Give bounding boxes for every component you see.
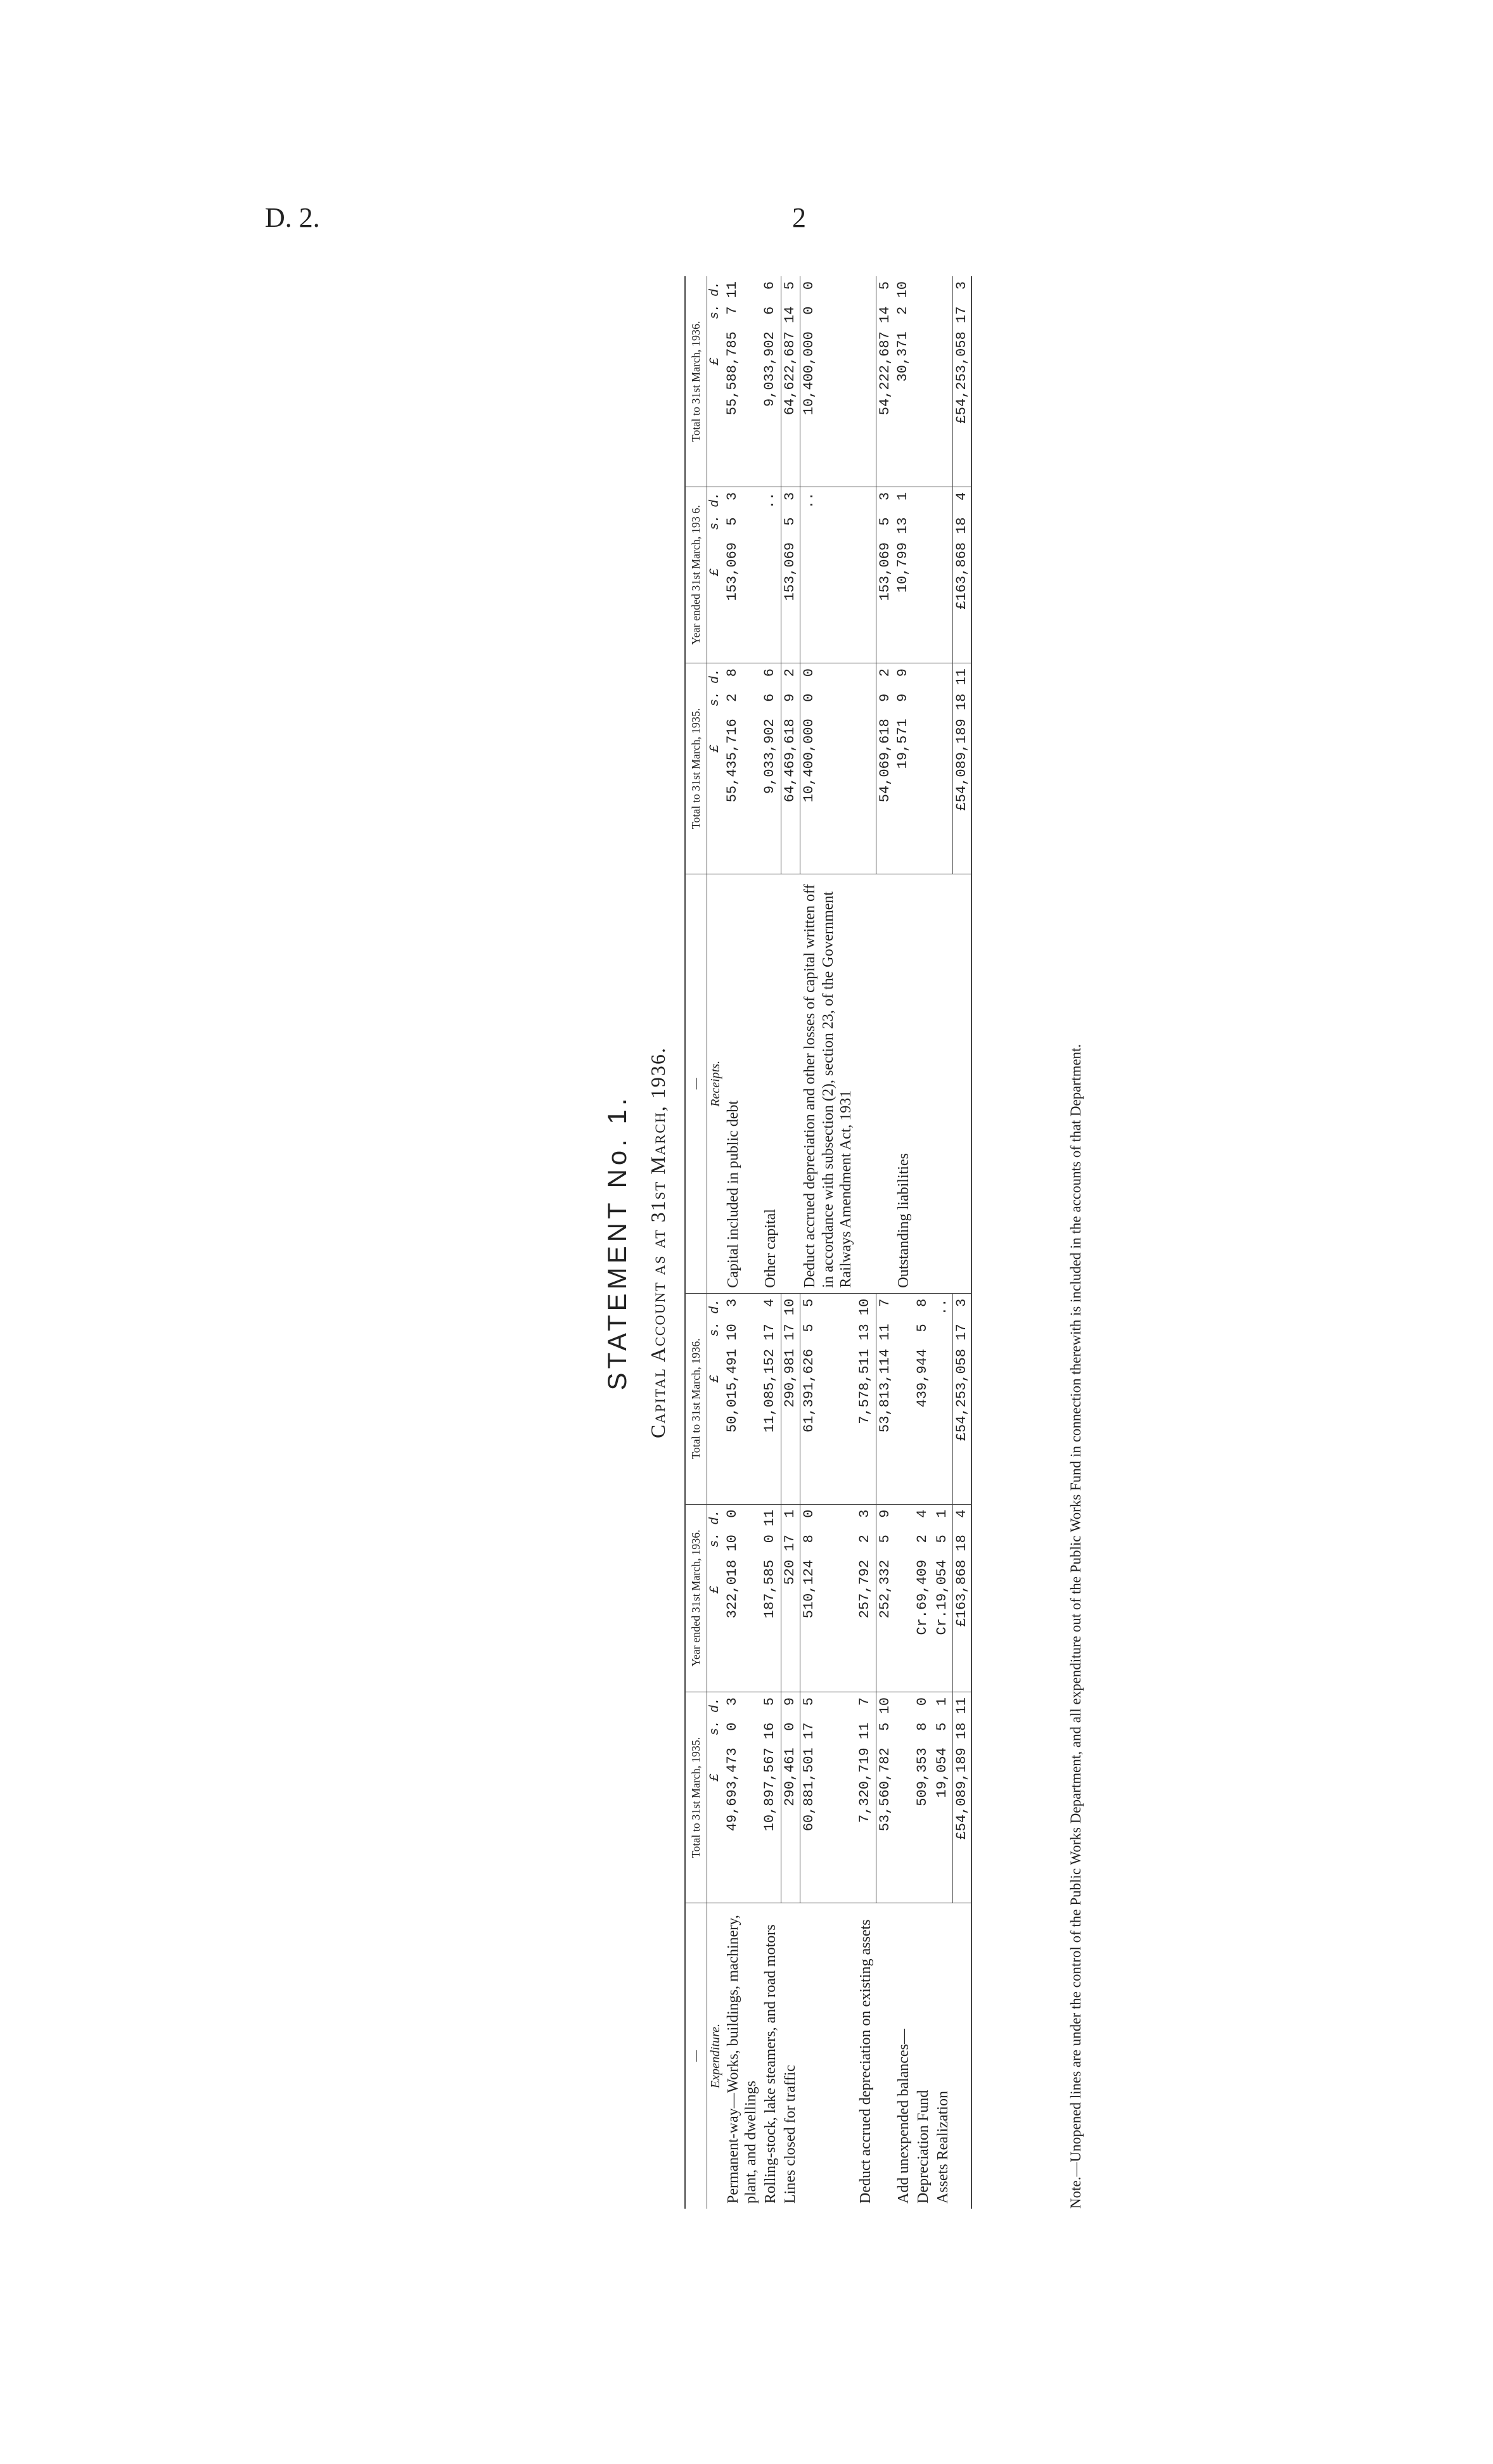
row-left-1935: 10,897,567 16 5 [761, 1692, 781, 1903]
row-right-year: 153,069 5 3 [876, 487, 894, 663]
header-right-year: Year ended 31st March, 193 6. [685, 487, 707, 663]
row-right-1935: 55,435,716 2 8 [724, 663, 762, 874]
row-right-year: .. [800, 487, 856, 663]
totals-row [952, 276, 971, 2209]
capital-account-title: Capital Account as at 31st March, 1936. [646, 1047, 669, 1438]
unit-shilling: s. [707, 304, 722, 320]
row-left-year: Cr.19,054 5 1 [933, 1504, 953, 1692]
row-left-year: 257,792 2 3 [856, 1504, 876, 1692]
header-right-1936: Total to 31st March, 1936. [685, 276, 707, 487]
row-desc-left: Assets Realization [933, 1903, 953, 2209]
row-right-1936 [856, 276, 876, 487]
row-right-year [933, 487, 953, 663]
row-desc-right [914, 874, 933, 1293]
row-desc-left: Deduct accrued depreciation on existing assets [856, 1903, 876, 2209]
row-left-year [894, 1504, 914, 1692]
row-left-1936: 11,085,152 17 4 [761, 1293, 781, 1504]
total-right-1935: £54,089,189 18 11 [952, 663, 971, 874]
row-right-year: 10,799 13 1 [894, 487, 914, 663]
total-right-year: £163,868 18 4 [952, 487, 971, 663]
rotated-statement [602, 276, 1096, 2209]
receipts-heading: Receipts. [707, 874, 724, 1293]
row-left-1936: 50,015,491 10 3 [724, 1293, 762, 1504]
total-right-1936: £54,253,058 17 3 [952, 276, 971, 487]
table-row [724, 276, 762, 2209]
expenditure-heading: Expenditure. [707, 1903, 724, 2209]
row-right-1936: 10,400,000 0 0 [800, 276, 856, 487]
row-desc-left: Rolling-stock, lake steamers, and road motors [761, 1903, 781, 2209]
total-left-1935: £54,089,189 18 11 [952, 1692, 971, 1903]
header-left-year: Year ended 31st March, 1936. [685, 1504, 707, 1692]
row-right-1935: 54,069,618 9 2 [876, 663, 894, 874]
unit-pence: d. [707, 1697, 722, 1713]
table-header-row [685, 276, 707, 2209]
row-left-year: 322,018 10 0 [724, 1504, 762, 1692]
row-left-1936: 290,981 17 10 [781, 1293, 800, 1504]
unit-pound: £ [707, 568, 722, 576]
row-left-1936: 439,944 5 8 [914, 1293, 933, 1504]
row-right-1935 [933, 663, 953, 874]
footnote: Note.—Unopened lines are under the control of the Public Works Department, and all expenditure out of the Public Works Fund in connection therewith is included in the accounts of that Department. [1068, 1044, 1084, 2209]
unit-cell [707, 1692, 724, 1903]
unit-shilling: s. [707, 1720, 722, 1736]
unit-cell [707, 487, 724, 663]
row-left-year: Cr.69,409 2 4 [914, 1504, 933, 1692]
unit-pound: £ [707, 744, 722, 753]
row-desc-left: Depreciation Fund [914, 1903, 933, 2209]
row-desc-right: Deduct accrued depreciation and other losses of capital written off in accordance with subsection (2), section 23, of the Government Railways Amendment Act, 1931 [800, 874, 856, 1293]
unit-shilling: s. [707, 691, 722, 707]
unit-pound: £ [707, 1585, 722, 1593]
capital-account-table [684, 276, 972, 2209]
row-right-1935: 64,469,618 9 2 [781, 663, 800, 874]
row-desc-right: Other capital [761, 874, 781, 1293]
unit-shilling: s. [707, 514, 722, 530]
unit-cell [707, 1504, 724, 1692]
page-reference: D. 2. [265, 202, 320, 233]
table-row [856, 276, 876, 2209]
page-number: 2 [792, 202, 806, 233]
statement-title: STATEMENT No. 1. [602, 1094, 632, 1391]
row-right-1936: 55,588,785 7 11 [724, 281, 740, 416]
row-desc-left [800, 1903, 856, 2209]
row-right-1935 [856, 663, 876, 874]
row-right-1935 [914, 663, 933, 874]
header-left-1935: Total to 31st March, 1935. [685, 1692, 707, 1903]
header-right-desc: — [685, 874, 707, 1293]
unit-pound: £ [707, 1374, 722, 1382]
row-right-year: 153,069 5 3 [781, 487, 800, 663]
row-desc-left: Permanent-way—Works, buildings, machinery, plant, and dwellings [724, 1903, 762, 2209]
row-right-1936: 30,371 2 10 [894, 281, 911, 382]
row-left-1936: 61,391,626 5 5 [800, 1293, 856, 1504]
row-left-1936: 53,813,114 11 7 [876, 1293, 894, 1504]
row-right-1936: 64,622,687 14 5 [781, 276, 800, 487]
header-left-desc: — [685, 1903, 707, 2209]
row-left-1935: 509,353 8 0 [914, 1692, 933, 1903]
row-right-1935: 9,033,902 6 6 [761, 663, 781, 874]
row-left-1936: .. [933, 1293, 953, 1504]
row-right-year [914, 487, 933, 663]
unit-pence: d. [707, 668, 722, 684]
row-left-1935: 49,693,473 0 3 [724, 1692, 762, 1903]
row-right-1936 [914, 276, 933, 487]
row-desc-left: Add unexpended balances— [894, 1903, 914, 2209]
row-right-1936: 9,033,902 6 6 [762, 281, 778, 407]
unit-pound: £ [707, 357, 722, 366]
header-left-1936: Total to 31st March, 1936. [685, 1293, 707, 1504]
row-left-1936 [894, 1293, 914, 1504]
row-desc-left: Lines closed for traffic [781, 1903, 800, 2209]
row-right-1936 [933, 276, 953, 487]
row-left-year: 187,585 0 11 [761, 1504, 781, 1692]
row-right-year [856, 487, 876, 663]
total-left-1936: £54,253,058 17 3 [952, 1293, 971, 1504]
row-left-year: 510,124 8 0 [800, 1504, 856, 1692]
unit-pence: d. [707, 281, 722, 297]
unit-cell [707, 663, 724, 874]
row-desc-right [781, 874, 800, 1293]
table-row [914, 276, 933, 2209]
row-desc-right [933, 874, 953, 1293]
row-right-1935: 10,400,000 0 0 [800, 663, 856, 874]
row-desc-right [856, 874, 876, 1293]
header-right-1935: Total to 31st March, 1935. [685, 663, 707, 874]
unit-pound: £ [707, 1773, 722, 1782]
row-left-year: 252,332 5 9 [876, 1504, 894, 1692]
row-left-1936: 7,578,511 13 10 [856, 1293, 876, 1504]
row-right-1936: 54,222,687 14 5 [876, 276, 894, 487]
row-left-1935: 60,881,501 17 5 [800, 1692, 856, 1903]
row-desc-right: Outstanding liabilities [894, 874, 914, 1293]
unit-cell [707, 1293, 724, 1504]
unit-cell [707, 276, 724, 487]
row-right-1935: 19,571 9 9 [894, 663, 914, 874]
unit-pence: d. [707, 1509, 722, 1525]
row-desc-left [876, 1903, 894, 2209]
unit-shilling: s. [707, 1321, 722, 1337]
unit-pence: d. [707, 1298, 722, 1314]
table-row [933, 276, 953, 2209]
row-left-1935: 19,054 5 1 [933, 1692, 953, 1903]
table-row [800, 276, 856, 2209]
row-right-year: 153,069 5 3 [724, 487, 762, 663]
row-right-year: .. [761, 487, 781, 663]
row-left-1935: 53,560,782 5 10 [876, 1692, 894, 1903]
unit-row [707, 276, 724, 2209]
totals-desc-right [952, 874, 971, 1293]
totals-desc-left [952, 1903, 971, 2209]
unit-shilling: s. [707, 1532, 722, 1548]
row-desc-right [876, 874, 894, 1293]
row-left-1935: 7,320,719 11 7 [856, 1692, 876, 1903]
row-left-year: 520 17 1 [781, 1504, 800, 1692]
row-left-1935: 290,461 0 9 [781, 1692, 800, 1903]
row-desc-right: Capital included in public debt [724, 874, 762, 1293]
unit-pence: d. [707, 492, 722, 507]
total-left-year: £163,868 18 4 [952, 1504, 971, 1692]
table-row [761, 276, 781, 2209]
row-left-1935 [894, 1692, 914, 1903]
table-row [781, 276, 800, 2209]
table-row [894, 276, 914, 2209]
table-row [876, 276, 894, 2209]
